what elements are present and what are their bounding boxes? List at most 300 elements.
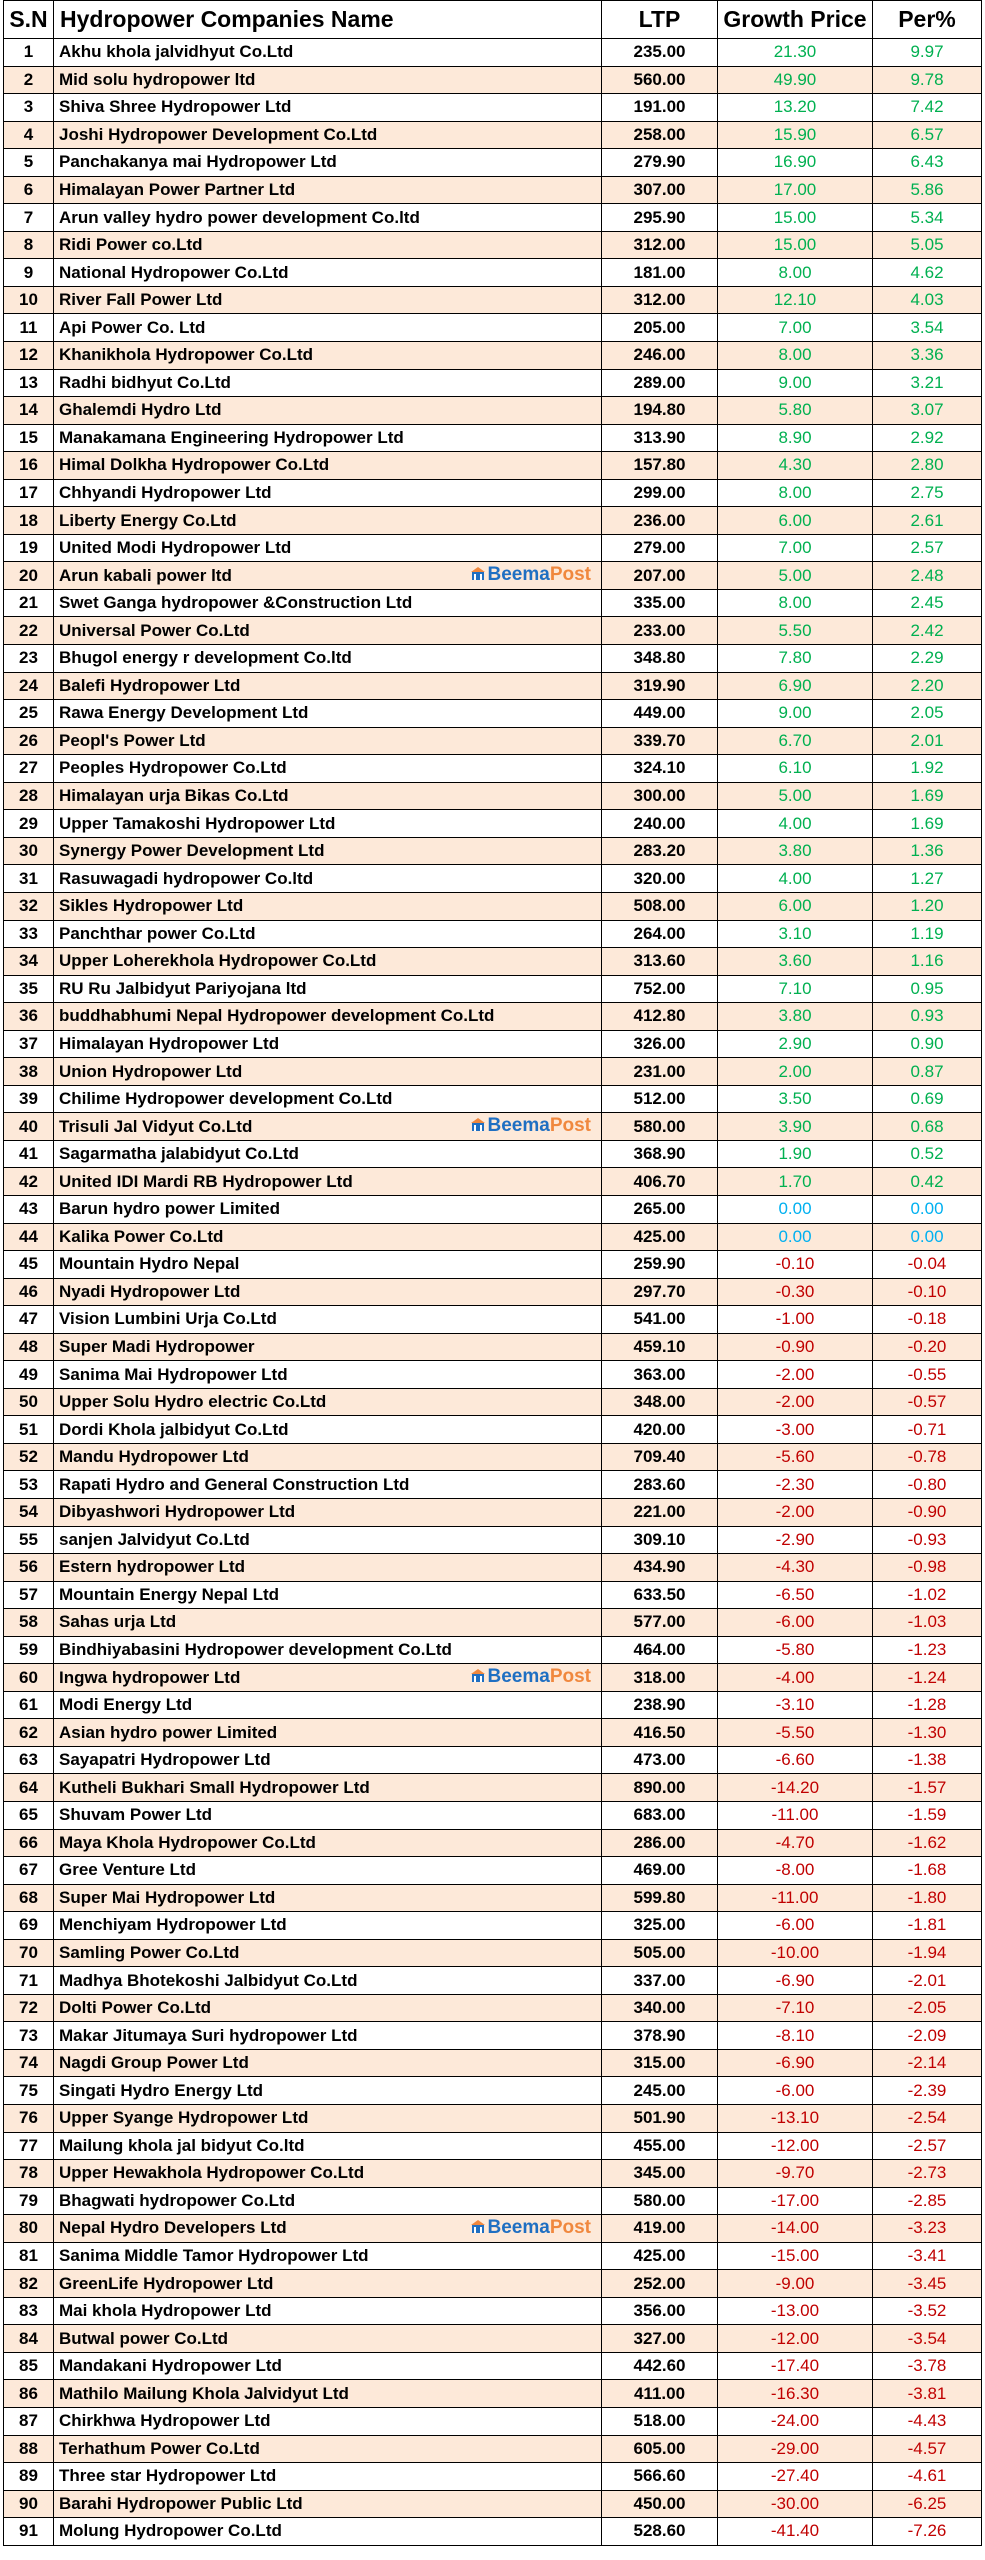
table-row xyxy=(4,342,982,370)
cell-ltp: 191.00 xyxy=(602,94,718,122)
cell-company-name xyxy=(54,342,602,370)
cell-company-name xyxy=(54,782,602,810)
cell-company-name xyxy=(54,2297,602,2325)
cell-ltp: 890.00 xyxy=(602,1774,718,1802)
table-row xyxy=(4,1085,982,1113)
cell-growth-price: -12.00 xyxy=(718,2132,873,2160)
cell-company-name xyxy=(54,1857,602,1885)
cell-growth-price: -14.20 xyxy=(718,1774,873,1802)
cell-percent: -0.55 xyxy=(873,1361,982,1389)
cell-company-name xyxy=(54,314,602,342)
cell-company-name xyxy=(54,2105,602,2133)
table-row xyxy=(4,589,982,617)
cell-company-name xyxy=(54,837,602,865)
cell-growth-price: -17.00 xyxy=(718,2187,873,2215)
cell-company-name xyxy=(54,1223,602,1251)
cell-sn: 72 xyxy=(4,1994,54,2022)
cell-growth-price: 49.90 xyxy=(718,66,873,94)
cell-growth-price: -10.00 xyxy=(718,1939,873,1967)
company-name-text: Himalayan Power Partner Ltd xyxy=(59,180,296,199)
cell-company-name xyxy=(54,1140,602,1168)
cell-growth-price: 5.80 xyxy=(718,397,873,425)
cell-company-name xyxy=(54,176,602,204)
cell-growth-price: -2.00 xyxy=(718,1498,873,1526)
company-name-text: Ridi Power co.Ltd xyxy=(59,235,203,255)
cell-growth-price: 2.90 xyxy=(718,1030,873,1058)
cell-sn: 22 xyxy=(4,617,54,645)
table-row xyxy=(4,1609,982,1637)
table-row xyxy=(4,892,982,920)
cell-growth-price: 17.00 xyxy=(718,176,873,204)
cell-sn: 63 xyxy=(4,1746,54,1774)
cell-sn: 3 xyxy=(4,94,54,122)
cell-percent: 1.69 xyxy=(873,810,982,838)
cell-percent: 2.01 xyxy=(873,727,982,755)
cell-sn: 67 xyxy=(4,1857,54,1885)
cell-growth-price: 5.00 xyxy=(718,562,873,590)
table-row xyxy=(4,700,982,728)
table-row xyxy=(4,1498,982,1526)
company-name-text: Upper Solu Hydro electric Co.Ltd xyxy=(59,1392,327,1412)
cell-company-name xyxy=(54,1636,602,1664)
cell-ltp: 315.00 xyxy=(602,2049,718,2077)
cell-ltp: 356.00 xyxy=(602,2297,718,2325)
cell-growth-price: -3.10 xyxy=(718,1691,873,1719)
table-row xyxy=(4,2463,982,2491)
cell-growth-price: 3.90 xyxy=(718,1113,873,1141)
company-name-text: GreenLife Hydropower Ltd xyxy=(59,2273,274,2293)
cell-company-name xyxy=(54,1168,602,1196)
company-name-text: Three star Hydropower Ltd xyxy=(59,2466,277,2486)
cell-sn: 7 xyxy=(4,204,54,232)
cell-company-name xyxy=(54,975,602,1003)
cell-ltp: 419.00 xyxy=(602,2215,718,2243)
cell-sn: 51 xyxy=(4,1416,54,1444)
cell-ltp: 605.00 xyxy=(602,2435,718,2463)
cell-sn: 66 xyxy=(4,1829,54,1857)
cell-ltp: 264.00 xyxy=(602,920,718,948)
cell-company-name xyxy=(54,2325,602,2353)
table-row xyxy=(4,2049,982,2077)
cell-growth-price: -24.00 xyxy=(718,2408,873,2436)
cell-percent: 2.42 xyxy=(873,617,982,645)
cell-ltp: 258.00 xyxy=(602,121,718,149)
cell-sn: 15 xyxy=(4,424,54,452)
cell-sn: 25 xyxy=(4,700,54,728)
cell-growth-price: 6.00 xyxy=(718,507,873,535)
cell-company-name xyxy=(54,94,602,122)
cell-percent: 5.34 xyxy=(873,204,982,232)
table-row xyxy=(4,1691,982,1719)
cell-company-name xyxy=(54,1251,602,1279)
table-row xyxy=(4,1664,982,1692)
cell-percent: 2.57 xyxy=(873,534,982,562)
cell-company-name xyxy=(54,1829,602,1857)
cell-sn: 44 xyxy=(4,1223,54,1251)
cell-ltp: 709.40 xyxy=(602,1443,718,1471)
cell-company-name xyxy=(54,1113,602,1141)
company-name-text: Dolti Power Co.Ltd xyxy=(59,1998,212,2018)
cell-percent: -1.24 xyxy=(873,1664,982,1692)
company-name-text: Himalayan Hydropower Ltd xyxy=(59,1033,280,1053)
watermark-suffix: Post xyxy=(549,1666,591,1688)
cell-percent: -1.38 xyxy=(873,1746,982,1774)
cell-percent: -0.71 xyxy=(873,1416,982,1444)
company-name-text: Mid solu hydropower ltd xyxy=(59,69,256,89)
table-row xyxy=(4,2242,982,2270)
cell-sn: 6 xyxy=(4,176,54,204)
company-name-text: Mountain Hydro Nepal xyxy=(59,1254,240,1274)
table-row xyxy=(4,1251,982,1279)
cell-ltp: 246.00 xyxy=(602,342,718,370)
cell-sn: 21 xyxy=(4,589,54,617)
company-name-text: Rasuwagadi hydropower Co.ltd xyxy=(59,868,314,888)
company-name-text: Arun kabali power ltd xyxy=(59,565,232,585)
cell-ltp: 348.80 xyxy=(602,645,718,673)
cell-percent: -3.41 xyxy=(873,2242,982,2270)
beemapost-watermark xyxy=(471,1667,591,1687)
cell-sn: 81 xyxy=(4,2242,54,2270)
cell-growth-price: 3.50 xyxy=(718,1085,873,1113)
cell-ltp: 324.10 xyxy=(602,755,718,783)
cell-ltp: 752.00 xyxy=(602,975,718,1003)
cell-percent: 1.36 xyxy=(873,837,982,865)
cell-percent: 3.54 xyxy=(873,314,982,342)
cell-percent: -1.81 xyxy=(873,1912,982,1940)
cell-percent: 4.03 xyxy=(873,286,982,314)
company-name-text: Peoples Hydropower Co.Ltd xyxy=(59,758,287,778)
cell-sn: 24 xyxy=(4,672,54,700)
table-row xyxy=(4,1802,982,1830)
company-name-text: Joshi Hydropower Development Co.Ltd xyxy=(59,124,378,144)
cell-percent: 2.80 xyxy=(873,452,982,480)
table-row xyxy=(4,1306,982,1334)
table-row xyxy=(4,1526,982,1554)
cell-growth-price: -12.00 xyxy=(718,2325,873,2353)
cell-company-name xyxy=(54,2463,602,2491)
cell-sn: 30 xyxy=(4,837,54,865)
cell-percent: 1.20 xyxy=(873,892,982,920)
cell-percent: -0.18 xyxy=(873,1306,982,1334)
company-name-text: Bindhiyabasini Hydropower development Co.Ltd xyxy=(59,1639,452,1659)
cell-growth-price: -1.00 xyxy=(718,1306,873,1334)
cell-growth-price: 15.90 xyxy=(718,121,873,149)
cell-sn: 58 xyxy=(4,1609,54,1637)
cell-percent: -1.68 xyxy=(873,1857,982,1885)
cell-sn: 36 xyxy=(4,1003,54,1031)
cell-company-name xyxy=(54,617,602,645)
table-row xyxy=(4,562,982,590)
cell-sn: 90 xyxy=(4,2490,54,2518)
cell-percent: -0.10 xyxy=(873,1278,982,1306)
cell-percent: -1.80 xyxy=(873,1884,982,1912)
cell-ltp: 319.90 xyxy=(602,672,718,700)
company-name-text: Universal Power Co.Ltd xyxy=(59,620,250,640)
cell-company-name xyxy=(54,231,602,259)
cell-company-name xyxy=(54,369,602,397)
cell-growth-price: -6.50 xyxy=(718,1581,873,1609)
cell-ltp: 378.90 xyxy=(602,2022,718,2050)
company-name-text: Trisuli Jal Vidyut Co.Ltd xyxy=(59,1116,253,1136)
cell-growth-price: 7.00 xyxy=(718,314,873,342)
cell-ltp: 450.00 xyxy=(602,2490,718,2518)
cell-percent: -2.85 xyxy=(873,2187,982,2215)
table-row xyxy=(4,1967,982,1995)
table-row xyxy=(4,66,982,94)
cell-ltp: 207.00 xyxy=(602,562,718,590)
cell-company-name xyxy=(54,2022,602,2050)
cell-growth-price: -4.70 xyxy=(718,1829,873,1857)
cell-company-name xyxy=(54,1581,602,1609)
cell-percent: 1.92 xyxy=(873,755,982,783)
company-name-text: Mountain Energy Nepal Ltd xyxy=(59,1584,280,1604)
table-row xyxy=(4,2490,982,2518)
cell-percent: -7.26 xyxy=(873,2518,982,2546)
header-sn: S.N xyxy=(4,1,54,39)
company-name-text: Akhu khola jalvidhyut Co.Ltd xyxy=(59,42,294,62)
cell-percent: 2.92 xyxy=(873,424,982,452)
cell-sn: 54 xyxy=(4,1498,54,1526)
cell-growth-price: 4.00 xyxy=(718,810,873,838)
cell-company-name xyxy=(54,948,602,976)
cell-company-name xyxy=(54,1967,602,1995)
table-row xyxy=(4,617,982,645)
cell-ltp: 236.00 xyxy=(602,507,718,535)
beemapost-watermark xyxy=(471,2218,591,2238)
cell-percent: -3.52 xyxy=(873,2297,982,2325)
table-row xyxy=(4,1195,982,1223)
cell-growth-price: -6.60 xyxy=(718,1746,873,1774)
cell-ltp: 300.00 xyxy=(602,782,718,810)
watermark-brand: Beema xyxy=(487,1115,550,1137)
table-row xyxy=(4,2132,982,2160)
company-name-text: Upper Loherekhola Hydropower Co.Ltd xyxy=(59,951,377,971)
cell-ltp: 633.50 xyxy=(602,1581,718,1609)
table-row xyxy=(4,1003,982,1031)
cell-company-name xyxy=(54,589,602,617)
table-row xyxy=(4,94,982,122)
cell-sn: 74 xyxy=(4,2049,54,2077)
cell-sn: 11 xyxy=(4,314,54,342)
table-row xyxy=(4,204,982,232)
company-name-text: Ghalemdi Hydro Ltd xyxy=(59,400,222,420)
table-body xyxy=(4,39,982,2546)
cell-ltp: 289.00 xyxy=(602,369,718,397)
cell-ltp: 205.00 xyxy=(602,314,718,342)
cell-company-name xyxy=(54,1498,602,1526)
cell-growth-price: -6.00 xyxy=(718,2077,873,2105)
cell-ltp: 337.00 xyxy=(602,1967,718,1995)
company-name-text: Sayapatri Hydropower Ltd xyxy=(59,1750,271,1770)
cell-growth-price: -6.90 xyxy=(718,2049,873,2077)
cell-growth-price: 5.00 xyxy=(718,782,873,810)
cell-percent: 9.78 xyxy=(873,66,982,94)
cell-sn: 34 xyxy=(4,948,54,976)
cell-sn: 28 xyxy=(4,782,54,810)
cell-company-name xyxy=(54,1278,602,1306)
cell-growth-price: -16.30 xyxy=(718,2380,873,2408)
cell-sn: 75 xyxy=(4,2077,54,2105)
cell-growth-price: -6.00 xyxy=(718,1912,873,1940)
cell-company-name xyxy=(54,2518,602,2546)
cell-percent: -0.98 xyxy=(873,1554,982,1582)
cell-growth-price: 12.10 xyxy=(718,286,873,314)
company-name-text: United IDI Mardi RB Hydropower Ltd xyxy=(59,1171,353,1191)
cell-growth-price: -7.10 xyxy=(718,1994,873,2022)
cell-growth-price: 3.10 xyxy=(718,920,873,948)
cell-sn: 16 xyxy=(4,452,54,480)
cell-percent: 1.16 xyxy=(873,948,982,976)
cell-ltp: 442.60 xyxy=(602,2352,718,2380)
cell-sn: 65 xyxy=(4,1802,54,1830)
cell-sn: 45 xyxy=(4,1251,54,1279)
cell-ltp: 459.10 xyxy=(602,1333,718,1361)
cell-sn: 71 xyxy=(4,1967,54,1995)
cell-percent: 0.00 xyxy=(873,1195,982,1223)
cell-sn: 62 xyxy=(4,1719,54,1747)
watermark-brand: Beema xyxy=(487,564,550,586)
cell-sn: 9 xyxy=(4,259,54,287)
cell-sn: 56 xyxy=(4,1554,54,1582)
cell-sn: 88 xyxy=(4,2435,54,2463)
table-row xyxy=(4,782,982,810)
cell-percent: -0.93 xyxy=(873,1526,982,1554)
cell-company-name xyxy=(54,1884,602,1912)
company-name-text: Peopl's Power Ltd xyxy=(59,730,206,750)
cell-percent: 4.62 xyxy=(873,259,982,287)
cell-sn: 17 xyxy=(4,479,54,507)
watermark-suffix: Post xyxy=(549,1115,591,1137)
cell-company-name xyxy=(54,259,602,287)
company-name-text: Ingwa hydropower Ltd xyxy=(59,1667,241,1687)
cell-sn: 80 xyxy=(4,2215,54,2243)
cell-sn: 43 xyxy=(4,1195,54,1223)
cell-ltp: 286.00 xyxy=(602,1829,718,1857)
table-row xyxy=(4,1774,982,1802)
cell-company-name xyxy=(54,1719,602,1747)
company-name-text: Panchakanya mai Hydropower Ltd xyxy=(59,152,337,172)
cell-percent: -4.61 xyxy=(873,2463,982,2491)
cell-growth-price: 4.00 xyxy=(718,865,873,893)
cell-percent: -3.54 xyxy=(873,2325,982,2353)
cell-ltp: 455.00 xyxy=(602,2132,718,2160)
cell-ltp: 265.00 xyxy=(602,1195,718,1223)
cell-percent: 0.90 xyxy=(873,1030,982,1058)
cell-percent: -2.14 xyxy=(873,2049,982,2077)
cell-company-name xyxy=(54,39,602,67)
cell-ltp: 313.90 xyxy=(602,424,718,452)
header-growth-price: Growth Price xyxy=(718,1,873,39)
cell-company-name xyxy=(54,507,602,535)
cell-growth-price: 6.70 xyxy=(718,727,873,755)
cell-sn: 33 xyxy=(4,920,54,948)
cell-company-name xyxy=(54,727,602,755)
cell-ltp: 181.00 xyxy=(602,259,718,287)
cell-ltp: 411.00 xyxy=(602,2380,718,2408)
cell-ltp: 345.00 xyxy=(602,2160,718,2188)
cell-growth-price: -14.00 xyxy=(718,2215,873,2243)
company-name-text: Singati Hydro Energy Ltd xyxy=(59,2080,264,2100)
table-row xyxy=(4,1443,982,1471)
cell-sn: 42 xyxy=(4,1168,54,1196)
table-row xyxy=(4,286,982,314)
building-icon xyxy=(471,1669,485,1683)
cell-growth-price: -41.40 xyxy=(718,2518,873,2546)
cell-sn: 19 xyxy=(4,534,54,562)
cell-percent: 2.61 xyxy=(873,507,982,535)
table-row xyxy=(4,1223,982,1251)
cell-percent: -0.20 xyxy=(873,1333,982,1361)
cell-sn: 82 xyxy=(4,2270,54,2298)
table-row xyxy=(4,1168,982,1196)
company-name-text: Barahi Hydropower Public Ltd xyxy=(59,2493,303,2513)
cell-growth-price: -13.10 xyxy=(718,2105,873,2133)
table-row xyxy=(4,231,982,259)
cell-company-name xyxy=(54,397,602,425)
cell-ltp: 683.00 xyxy=(602,1802,718,1830)
cell-growth-price: -29.00 xyxy=(718,2435,873,2463)
cell-ltp: 425.00 xyxy=(602,2242,718,2270)
cell-company-name xyxy=(54,479,602,507)
cell-sn: 18 xyxy=(4,507,54,535)
cell-company-name xyxy=(54,2160,602,2188)
table-row xyxy=(4,672,982,700)
cell-percent: 1.19 xyxy=(873,920,982,948)
cell-growth-price: 1.90 xyxy=(718,1140,873,1168)
cell-company-name xyxy=(54,2077,602,2105)
cell-growth-price: -0.90 xyxy=(718,1333,873,1361)
cell-ltp: 283.20 xyxy=(602,837,718,865)
table-row xyxy=(4,2518,982,2546)
cell-sn: 47 xyxy=(4,1306,54,1334)
cell-growth-price: -2.90 xyxy=(718,1526,873,1554)
cell-company-name xyxy=(54,1003,602,1031)
cell-growth-price: -5.50 xyxy=(718,1719,873,1747)
cell-ltp: 420.00 xyxy=(602,1416,718,1444)
cell-ltp: 425.00 xyxy=(602,1223,718,1251)
cell-sn: 69 xyxy=(4,1912,54,1940)
cell-ltp: 340.00 xyxy=(602,1994,718,2022)
cell-ltp: 416.50 xyxy=(602,1719,718,1747)
cell-company-name xyxy=(54,2408,602,2436)
cell-sn: 37 xyxy=(4,1030,54,1058)
company-name-text: Barun hydro power Limited xyxy=(59,1199,281,1219)
cell-percent: 0.95 xyxy=(873,975,982,1003)
company-name-text: Liberty Energy Co.Ltd xyxy=(59,510,237,530)
table-row xyxy=(4,2297,982,2325)
cell-percent: -2.05 xyxy=(873,1994,982,2022)
cell-sn: 29 xyxy=(4,810,54,838)
cell-sn: 5 xyxy=(4,149,54,177)
table-row xyxy=(4,2077,982,2105)
company-name-text: buddhabhumi Nepal Hydropower development Co.Ltd xyxy=(59,1006,495,1026)
cell-growth-price: -8.00 xyxy=(718,1857,873,1885)
cell-company-name xyxy=(54,286,602,314)
company-name-text: Chhyandi Hydropower Ltd xyxy=(59,483,272,503)
cell-ltp: 327.00 xyxy=(602,2325,718,2353)
cell-growth-price: -11.00 xyxy=(718,1802,873,1830)
cell-sn: 61 xyxy=(4,1691,54,1719)
cell-company-name xyxy=(54,2380,602,2408)
cell-ltp: 320.00 xyxy=(602,865,718,893)
cell-percent: 0.87 xyxy=(873,1058,982,1086)
table-row xyxy=(4,1746,982,1774)
cell-ltp: 238.90 xyxy=(602,1691,718,1719)
company-name-text: Makar Jitumaya Suri hydropower Ltd xyxy=(59,2025,358,2045)
cell-growth-price: -9.00 xyxy=(718,2270,873,2298)
cell-growth-price: 2.00 xyxy=(718,1058,873,1086)
hydropower-table xyxy=(3,0,982,2546)
